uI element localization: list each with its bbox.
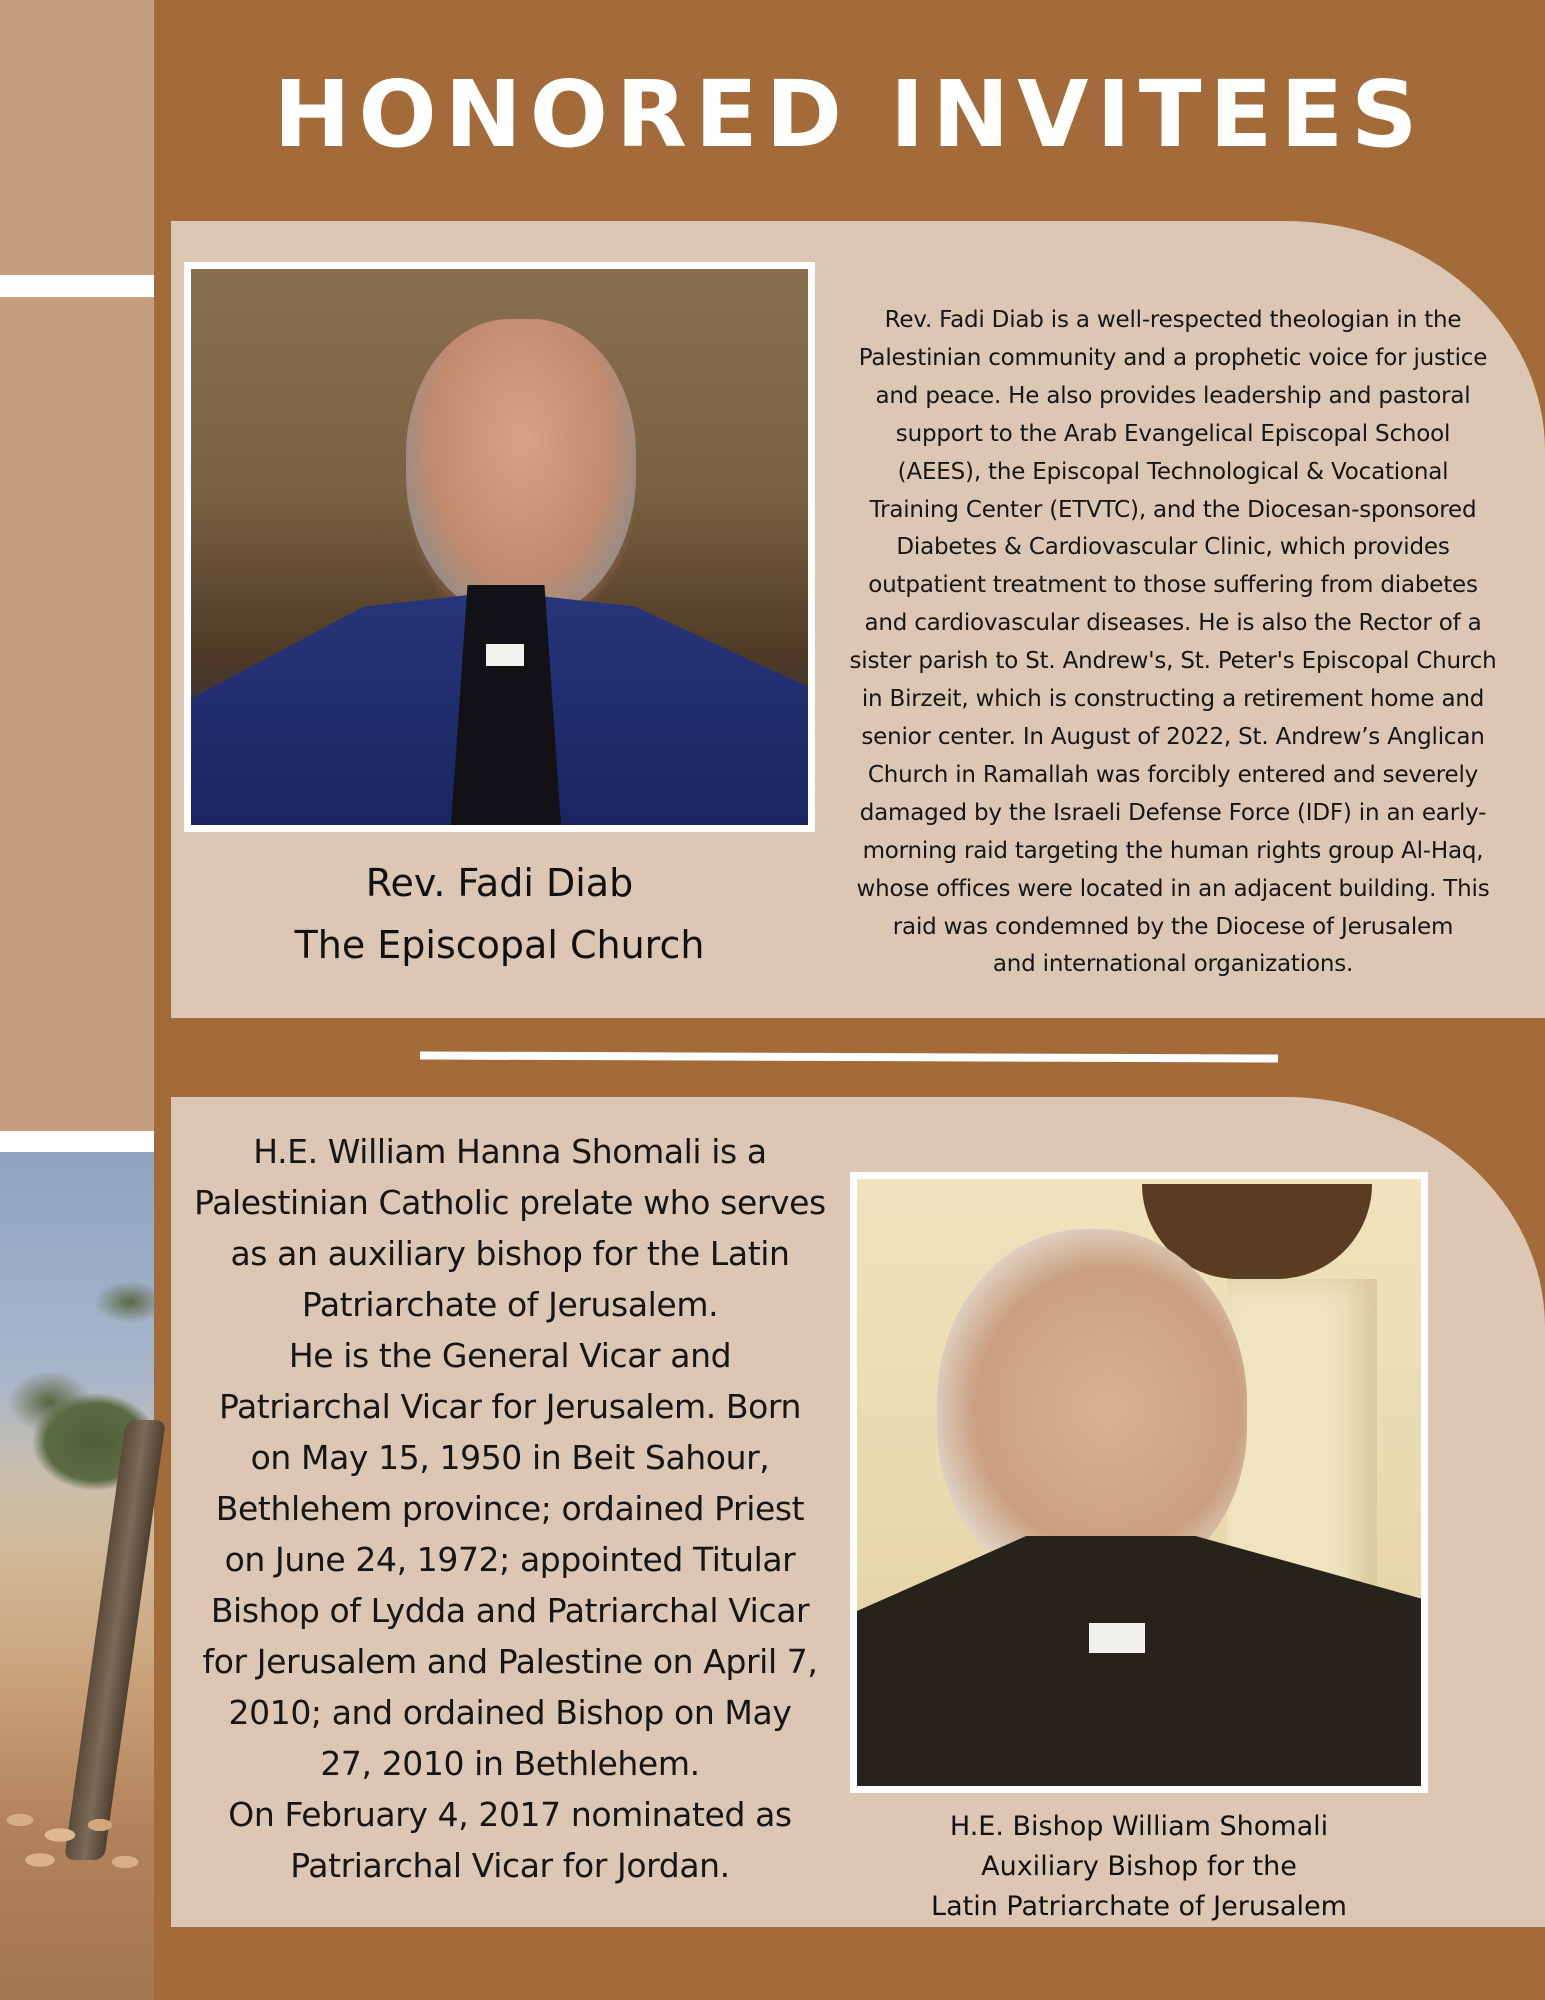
bio-line: Diabetes & Cardiovascular Clinic, which provides — [896, 534, 1450, 561]
portrait-clerical-collar — [1089, 1623, 1145, 1653]
invitee-photo-william-shomali — [850, 1172, 1428, 1793]
portrait-head — [937, 1229, 1247, 1589]
left-white-accent-bar — [0, 1131, 154, 1152]
invitee-title: Auxiliary Bishop for the — [981, 1851, 1297, 1882]
bio-line: outpatient treatment to those suffering from diabetes — [868, 572, 1478, 599]
portrait-clerical-shirt — [451, 585, 561, 825]
invitee-bio-2 — [180, 1126, 840, 1891]
bio-line: 27, 2010 in Bethlehem. — [320, 1744, 700, 1783]
bio-line: for Jerusalem and Palestine on April 7, — [202, 1642, 818, 1681]
bio-line: on May 15, 1950 in Beit Sahour, — [250, 1438, 770, 1477]
bio-line: Bishop of Lydda and Patriarchal Vicar — [210, 1591, 810, 1630]
invitee-bio-1 — [826, 302, 1520, 984]
portrait-head — [406, 319, 636, 619]
bio-line: Palestinian Catholic prelate who serves — [194, 1183, 826, 1222]
bio-line: Patriarchal Vicar for Jordan. — [290, 1846, 730, 1885]
left-white-accent-bar — [0, 275, 154, 297]
bio-line: support to the Arab Evangelical Episcopal School — [895, 420, 1451, 447]
bio-line: in Birzeit, which is constructing a retirement home and — [861, 686, 1485, 713]
bio-line: 2010; and ordained Bishop on May — [228, 1693, 792, 1732]
bio-line: H.E. William Hanna Shomali is a — [253, 1132, 767, 1171]
bio-line: sister parish to St. Andrew's, St. Peter's Episcopal Church — [849, 648, 1497, 675]
bio-line: (AEES), the Episcopal Technological & Vocational — [897, 458, 1449, 485]
invitee-name: Rev. Fadi Diab — [365, 861, 634, 905]
invitee-caption-2 — [850, 1807, 1428, 1927]
bio-line: Patriarchal Vicar for Jerusalem. Born — [218, 1387, 802, 1426]
section-divider — [420, 1052, 1278, 1063]
invitee-organization: The Episcopal Church — [294, 923, 705, 967]
bio-line: damaged by the Israeli Defense Force (IDF) in an early- — [859, 799, 1487, 826]
bio-line: and cardiovascular diseases. He is also the Rector of a — [864, 610, 1482, 637]
portrait-image — [191, 269, 808, 825]
bio-line: and peace. He also provides leadership and pastoral — [875, 382, 1471, 409]
invitee-name: H.E. Bishop William Shomali — [949, 1811, 1329, 1842]
bio-line: Bethlehem province; ordained Priest — [215, 1489, 805, 1528]
rocks-graphic — [0, 1790, 154, 1880]
bio-line: Patriarchate of Jerusalem. — [301, 1285, 719, 1324]
bio-line: Palestinian community and a prophetic voice for justice — [858, 344, 1488, 371]
bio-line: Training Center (ETVTC), and the Diocesan-sponsored — [869, 496, 1477, 523]
bio-line: On February 4, 2017 nominated as — [228, 1795, 792, 1834]
bio-line: raid was condemned by the Diocese of Jerusalem — [892, 913, 1454, 940]
invitee-organization: Latin Patriarchate of Jerusalem — [931, 1891, 1347, 1922]
bio-line: and international organizations. — [992, 951, 1354, 978]
portrait-clerical-collar — [486, 644, 524, 666]
bio-line: as an auxiliary bishop for the Latin — [230, 1234, 790, 1273]
bio-line: morning raid targeting the human rights group Al-Haq, — [862, 837, 1484, 864]
page-title: HONORED INVITEES — [273, 61, 1426, 168]
portrait-image — [857, 1179, 1421, 1786]
bio-line: Rev. Fadi Diab is a well-respected theologian in the — [884, 307, 1462, 333]
bio-line: Church in Ramallah was forcibly entered and severely — [867, 761, 1479, 788]
bio-line: on June 24, 1972; appointed Titular — [224, 1540, 796, 1579]
invitee-photo-fadi-diab — [184, 262, 815, 832]
bio-line: He is the General Vicar and — [288, 1336, 732, 1375]
bio-line: senior center. In August of 2022, St. Andrew’s Anglican — [861, 723, 1485, 750]
bio-line: whose offices were located in an adjacent building. This — [856, 875, 1490, 902]
invitee-caption-1 — [184, 852, 815, 976]
